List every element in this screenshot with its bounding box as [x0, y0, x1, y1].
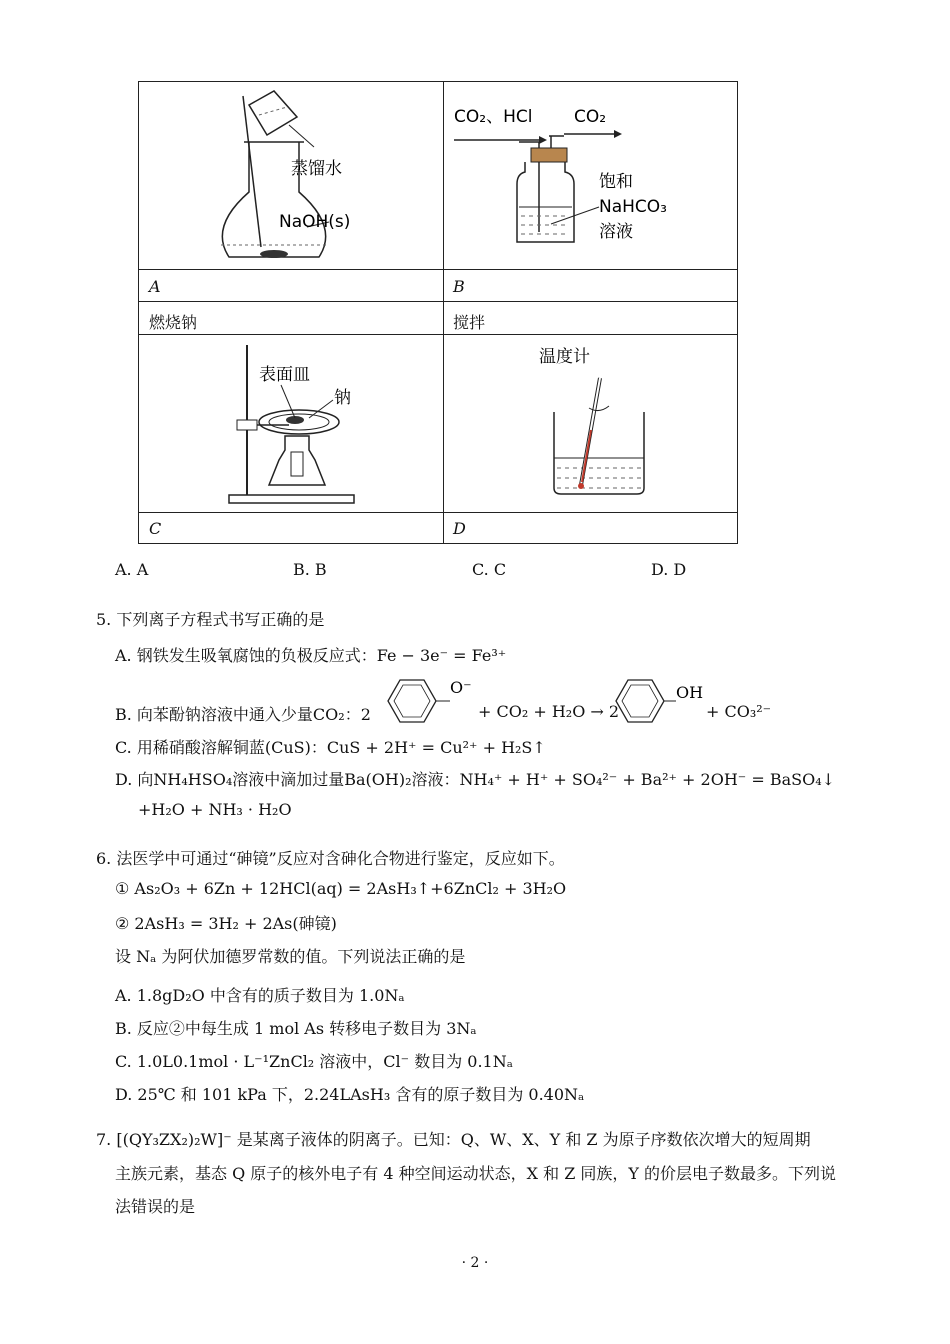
q6-reaction-1: ① As₂O₃ + 6Zn + 12HCl(aq) = 2AsH₃↑+6ZnCl₂ + 3H₂O [115, 879, 567, 898]
label-water: 蒸馏水 [291, 159, 342, 179]
q5-option-a[interactable]: A. 钢铁发生吸氧腐蚀的负极反应式：Fe − 3e⁻ = Fe³⁺ [115, 646, 507, 665]
phenol-label: OH [676, 683, 704, 702]
cell-label-a: A [149, 277, 161, 296]
q5-option-d-line2: +H₂O + NH₃ · H₂O [138, 800, 292, 819]
label-sat: 饱和 [599, 172, 633, 192]
q6-stem: 6. 法医学中可通过“砷镜”反应对含砷化合物进行鉴定，反应如下。 [96, 849, 565, 868]
q7-stem-line1: 7. [(QY₃ZX₂)₂W]⁻ 是某离子液体的阴离子。已知：Q、W、X、Y 和 Z 为原子序数依次增大的短周期 [96, 1130, 811, 1149]
q6-option-b[interactable]: B. 反应②中每生成 1 mol As 转移电子数目为 3Nₐ [115, 1019, 477, 1038]
q6-option-c[interactable]: C. 1.0L0.1mol · L⁻¹ZnCl₂ 溶液中，Cl⁻ 数目为 0.1Nₐ [115, 1052, 513, 1071]
label-nahco3: NaHCO₃ [599, 197, 667, 217]
q4-option-a[interactable]: A. A [115, 560, 149, 579]
phenoxide-label: O⁻ [450, 678, 472, 697]
cell-desc-a: 燃烧钠 [149, 313, 198, 332]
label-naoh: NaOH(s) [279, 212, 351, 232]
apparatus-table [138, 81, 738, 544]
cell-desc-b: 搅拌 [453, 313, 486, 332]
label-gas-out: CO₂ [574, 107, 607, 127]
q5-option-b-mid: + CO₂ + H₂O → 2 [478, 702, 620, 721]
q5-option-b-pre[interactable]: B. 向苯酚钠溶液中通入少量CO₂：2 [115, 705, 371, 724]
phenol-structure [608, 676, 708, 726]
label-dish: 表面皿 [259, 365, 310, 385]
cell-label-c: C [149, 519, 162, 538]
label-sodium: 钠 [334, 388, 351, 408]
q4-option-b[interactable]: B. B [293, 560, 327, 579]
q5-option-d-line1[interactable]: D. 向NH₄HSO₄溶液中滴加过量Ba(OH)₂溶液：NH₄⁺ + H⁺ + SO₄²⁻ + Ba²⁺ + 2OH⁻ = BaSO₄↓ [115, 770, 836, 789]
q4-option-d[interactable]: D. D [651, 560, 687, 579]
q6-premise: 设 Nₐ 为阿伏加德罗常数的值。下列说法正确的是 [115, 947, 466, 966]
q7-stem-line3: 法错误的是 [115, 1197, 196, 1216]
q7-stem-line2: 主族元素，基态 Q 原子的核外电子有 4 种空间运动状态，X 和 Z 同族，Y 的价层电子数最多。下列说 [115, 1164, 837, 1183]
diagram-a [199, 87, 439, 267]
cell-label-b: B [453, 277, 465, 296]
label-gas-in: CO₂、HCl [454, 107, 533, 127]
q5-option-b-post: + CO₃²⁻ [706, 702, 772, 721]
label-solution: 溶液 [599, 222, 633, 242]
label-thermometer: 温度计 [539, 347, 590, 367]
page-number: · 2 · [461, 1255, 489, 1271]
diagram-d [539, 340, 669, 500]
q6-reaction-2: ② 2AsH₃ = 3H₂ + 2As(砷镜) [115, 914, 337, 933]
q6-option-a[interactable]: A. 1.8gD₂O 中含有的质子数目为 1.0Nₐ [115, 986, 405, 1005]
q6-option-d[interactable]: D. 25℃ 和 101 kPa 下，2.24LAsH₃ 含有的原子数目为 0.40Nₐ [115, 1085, 585, 1104]
diagram-c [219, 340, 419, 510]
cell-label-d: D [453, 519, 466, 538]
q5-stem: 5. 下列离子方程式书写正确的是 [96, 610, 325, 629]
diagram-b [449, 92, 739, 267]
q4-option-c[interactable]: C. C [472, 560, 507, 579]
phenoxide-structure [380, 676, 480, 726]
q5-option-c[interactable]: C. 用稀硝酸溶解铜蓝(CuS)：CuS + 2H⁺ = Cu²⁺ + H₂S↑ [115, 738, 546, 757]
